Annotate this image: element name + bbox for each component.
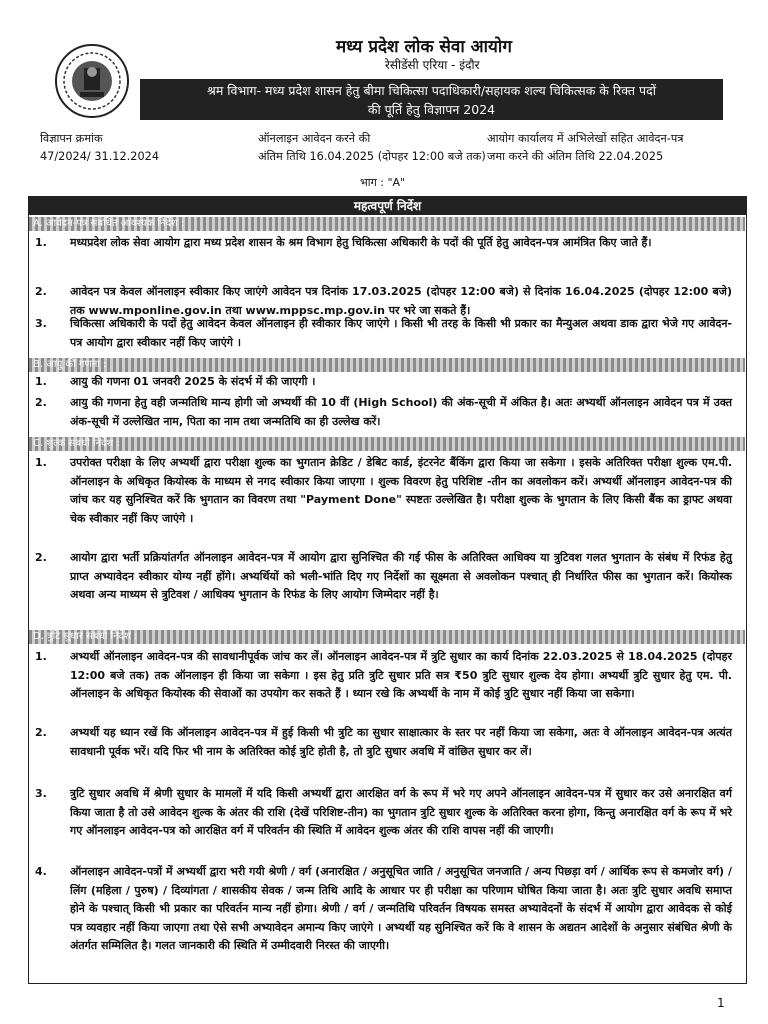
online-deadline-label: ऑनलाइन आवेदन करने की	[258, 132, 371, 145]
instructions-box: महत्वपूर्ण निर्देश A. आवेदन-पत्र संबंधित आवश्यक निर्देश : 1. मध्यप्रदेश लोक सेवा आयोग द्वारा मध्य प्रदेश शासन के श्रम विभाग हेतु चिकित्सा अधिकारी के पदों की पूर्ति हेतु आवेदन-पत्र आमंत्रित किए जाते हैं। 2. आवेदन पत्र केवल ऑनलाइन स्वीकार किए जाएंगे आवेदन पत्र दिनांक 17.03.2025 (दोपहर 12:00 बजे) से दिनांक 16.04.2025 (दोपहर 12:00 बजे) तक www.mponline.gov.in तथा www.mppsc.mp.gov.in पर भरे जा सकते हैं। 3. चिकित्सा अधिकारी के पदों हेतु आवेदन केवल ऑनलाइन ही स्वीकार किए जाएंगे । किसी भी तरह के किसी भी प्रकार का मैन्युअल अथवा डाक द्वारा भेजे गए आवेदन-पत्र आयोग द्वारा स्वीकार नहीं किए जाएंगे । B. आयु की गणना : 1. आयु की गणना 01 जनवरी 2025 के संदर्भ में की जाएगी । 2. आयु की गणना हेतु वही जन्मतिथि मान्य होगी जो अभ्यर्थी की 10 वीं (High School) की अंक-सूची में अंकित है। अतः अभ्यर्थी ऑनलाइन आवेदन पत्र में उक्त अंक-सूची में उल्लेखित नाम, पिता का नाम तथा जन्मतिथि का ही उल्लेख करें। C. शुल्क संबंधी निर्देश : 1. उपरोक्त परीक्षा के लिए अभ्यर्थी द्वारा परीक्षा शुल्क का भुगतान क्रेडिट / डेबिट कार्ड, इंटरनेट बैंकिंग द्वारा किया जा सकेगा । इसके अतिरिक्त परीक्षा शुल्क एम.पी. ऑनलाइन के अधिकृत कियोस्क के माध्यम से नगद स्वीकार किया जाएगा । शुल्क विवरण हेतु परिशिष्ट -तीन का अवलोकन करें। अभ्यर्थी ऑनलाइन आवेदन-पत्र की जांच कर यह सुनिश्चित करें कि भुगतान का विवरण तथा "Payment Done" स्पष्टतः उल्लेखित है। परीक्षा शुल्क के भुगतान के लिए किसी बैंक का ड्राफ्ट अथवा चेक स्वीकार नहीं किए जाएंगे । 2. आयोग द्वारा भर्ती प्रक्रियांतर्गत ऑनलाइन आवेदन-पत्र में आयोग द्वारा सुनिश्चित की गई फीस के अतिरिक्त आधिक्य या त्रुटिवश गलत भुगतान के संबंध में रिफंड हेतु प्राप्त अभ्यावेदन स्वीकार योग्य नहीं होंगे। अभ्यर्थियों को भली-भांति दिए गए निर्देशों का सूक्ष्मता से अवलोकन पश्चात् ही निर्धारित फीस का भुगतान करें। कियोस्क अथवा अन्य माध्यम से त्रुटिवश / आधिक्य भुगतान के रिफंड के लिए आयोग जिम्मेदार नहीं है। D. त्रुटि सुधार संबंधी निर्देश : 1. अभ्यर्थी ऑनलाइन आवेदन-पत्र की सावधानीपूर्वक जांच कर लें। ऑनलाइन आवेदन-पत्र में त्रुटि सुधार का कार्य दिनांक 22.03.2025 से 18.04.2025 (दोपहर 12:00 बजे तक) तक ऑनलाइन ही किया जा सकेगा । इस हेतु प्रति त्रुटि सुधार प्रति सत्र ₹50 त्रुटि सुधार शुल्क देय होगा। अभ्यर्थी त्रुटि सुधार हेतु एम. पी. ऑनलाइन के अधिकृत कियोस्क की सेवाओं का उपयोग कर सकते हैं । ध्यान रखे कि अभ्यर्थी के नाम में कोई त्रुटि सुधार नहीं किया जा सकेगा। 2. अभ्यर्थी यह ध्यान रखें कि ऑनलाइन आवेदन-पत्र में हुई किसी भी त्रुटि का सुधार साक्षात्कार के स्तर पर नहीं किया जा सकेगा, अतः वे ऑनलाइन आवेदन-पत्र अत्यंत सावधानी पूर्वक भरें। यदि फिर भी नाम के अतिरिक्त कोई त्रुटि होती है, तो त्रुटि सुधार अवधि में वांछित सुधार कर लें। 3. त्रुटि सुधार अवधि में श्रेणी सुधार के मामलों में यदि किसी अभ्यर्थी द्वारा आरक्षित वर्ग के रूप में भरे गए अपने ऑनलाइन आवेदन-पत्र में सुधार कर उसे अनारक्षित वर्ग किया जाता है तो उसे आवेदन शुल्क के अंतर की राशि (देखें परिशिष्ट-तीन) का भुगतान त्रुटि सुधार शुल्क के अतिरिक्त करना होगा, किन्तु अनारक्षित वर्ग के रूप में भरे गए ऑनलाइन आवेदन-पत्र को आरक्षित वर्ग में परिवर्तन की स्थिति में आवेदन शुल्क अंतर की राशि वापस नहीं की जाएगी। 4. ऑनलाइन आवेदन-पत्रों में अभ्यर्थी द्वारा भरी गयी श्रेणी / वर्ग (अनारक्षित / अनुसूचित जाति / अनुसूचित जनजाति / अन्य पिछड़ा वर्ग / आर्थिक रूप से कमजोर वर्ग) / लिंग (महिला / पुरुष) / दिव्यांगता / शासकीय सेवक / जन्म तिथि आदि के आधार पर ही परीक्षा का परिणाम घोषित किया जाता है। अतः त्रुटि सुधार अवधि समाप्त होने के पश्चात् किसी भी प्रकार का परिवर्तन मान्य नहीं होगा। श्रेणी / वर्ग / जन्मतिथि परिवर्तन विषयक समस्त अभ्यावेदनों के संदर्भ में आयोग द्वारा आवेदक से कोई पत्र व्यवहार नहीं किया जाएगा तथा ऐसे सभी अभ्यावेदन अमान्य किए जाएंगे । अभ्यर्थी यह सुनिश्चित करें कि वे शासन के अद्यतन आदेशों के अनुसार संबंधित श्रेणी के अंतर्गत सम्मिलित है। गलत जानकारी की स्थिति में उम्मीदवारी निरस्त की जाएगी।	[28, 196, 747, 984]
adv-value: 47/2024/ 31.12.2024	[40, 150, 160, 163]
section-b-heading: B. आयु की गणना :	[29, 358, 745, 372]
mppsc-emblem-icon	[50, 42, 134, 120]
page-number: 1	[717, 996, 725, 1010]
adv-label: विज्ञापन क्रमांक	[40, 132, 103, 145]
advertisement-banner	[140, 79, 723, 120]
section-c-heading: C. शुल्क संबंधी निर्देश :	[29, 437, 745, 451]
advertisement-number-block	[40, 130, 159, 166]
part-label: भाग : "A"	[360, 176, 406, 189]
section-a-heading: A. आवेदन-पत्र संबंधित आवश्यक निर्देश :	[29, 217, 745, 231]
section-d-heading: D. त्रुटि सुधार संबंधी निर्देश :	[29, 630, 745, 644]
online-deadline-value: अंतिम तिथि 16.04.2025 (दोपहर 12:00 बजे तक)	[258, 150, 486, 163]
office-deadline-block	[487, 130, 684, 166]
online-deadline-block	[258, 130, 486, 166]
banner-line-1: श्रम विभाग- मध्य प्रदेश शासन हेतु बीमा चिकित्सा पदाधिकारी/सहायक शल्य चिकित्सक के रिक्त पदों	[207, 83, 656, 98]
office-deadline-value: जमा करने की अंतिम तिथि 22.04.2025	[487, 150, 664, 163]
office-deadline-label: आयोग कार्यालय में अभिलेखों सहित आवेदन-पत्र	[487, 132, 684, 145]
org-address: रेसीडेंसी एरिया - इंदौर	[385, 58, 480, 72]
instructions-title: महत्वपूर्ण निर्देश	[29, 197, 746, 215]
org-title: मध्य प्रदेश लोक सेवा आयोग	[336, 37, 512, 57]
banner-line-2: की पूर्ति हेतु विज्ञापन 2024	[367, 102, 496, 117]
